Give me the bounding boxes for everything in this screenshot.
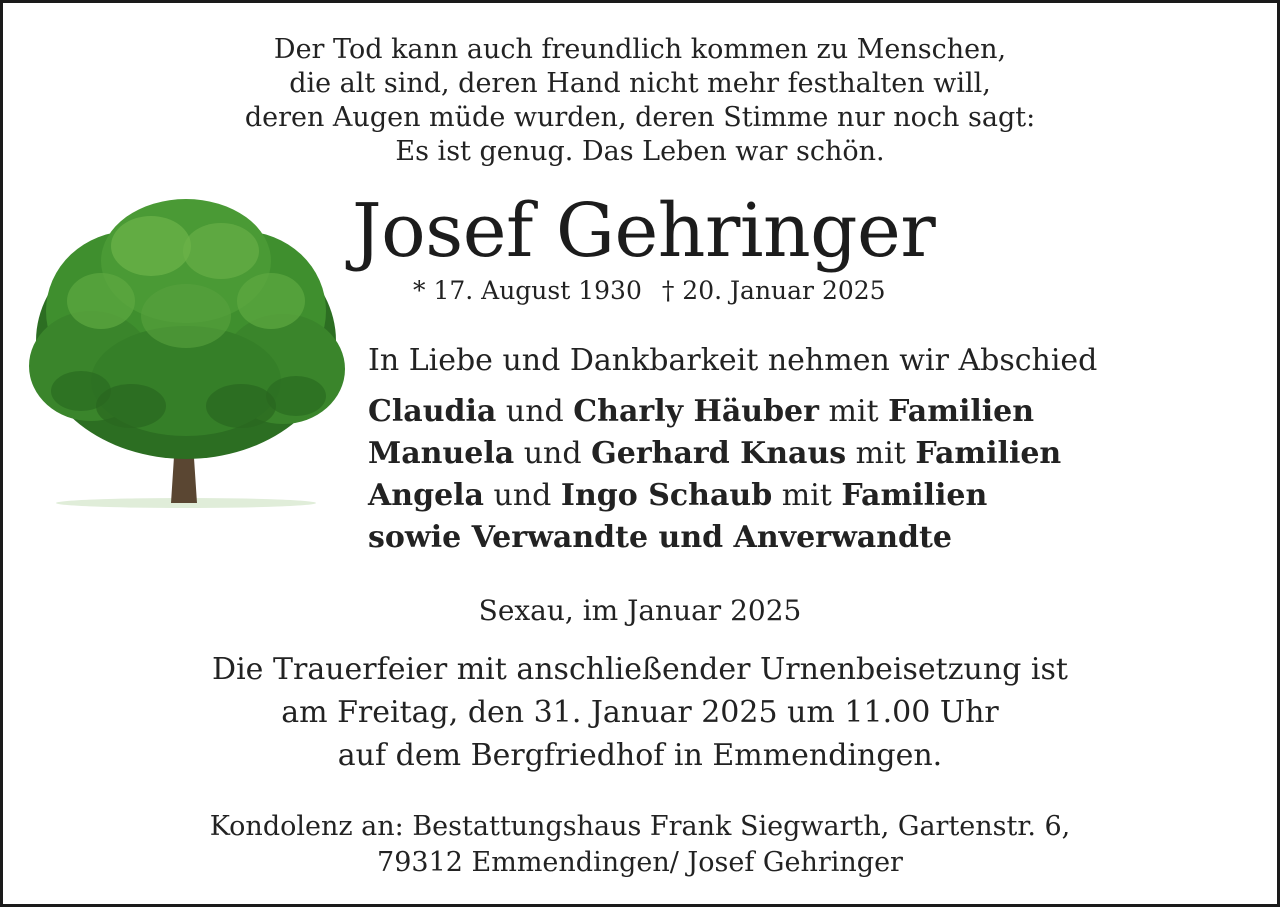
quote-line-4: Es ist genug. Das Leben war schön. [395,136,885,167]
ceremony-line-1: Die Trauerfeier mit anschließender Urnenbeisetzung ist [212,652,1068,687]
relatives-line: sowie Verwandte und Anverwandte [368,520,952,555]
family-connector: mit [772,478,842,513]
family-second-name: Ingo Schaub [560,478,773,513]
family-suffix: Familien [841,478,988,513]
family-first-name: Angela [368,478,484,513]
death-date: † 20. Januar 2025 [661,276,886,305]
deceased-name: Josef Gehringer [352,188,936,274]
family-line [368,434,1061,474]
oak-tree-icon [21,191,351,511]
birth-date: * 17. August 1930 [413,276,642,305]
family-suffix: Familien [915,436,1062,471]
condolence-line-1: Kondolenz an: Bestattungshaus Frank Siegwarth, Gartenstr. 6, [209,811,1071,842]
place-date: Sexau, im Januar 2025 [478,594,802,627]
family-line [368,392,1034,432]
condolence-line-2: 79312 Emmendingen/ Josef Gehringer [377,847,903,878]
family-connector: und [514,436,592,471]
family-connector: mit [818,394,889,429]
quote-line-3: deren Augen müde wurden, deren Stimme nur noch sagt: [244,102,1036,133]
family-first-name: Manuela [368,436,515,471]
family-second-name: Gerhard Knaus [591,436,847,471]
family-connector: mit [846,436,916,471]
ceremony-line-3: auf dem Bergfriedhof in Emmendingen. [337,738,943,773]
quote-line-1: Der Tod kann auch freundlich kommen zu Menschen, [273,34,1007,65]
family-suffix: Familien [888,394,1035,429]
family-first-name: Claudia [368,394,497,429]
farewell-line: In Liebe und Dankbarkeit nehmen wir Abschied [368,343,1098,378]
family-connector: und [484,478,561,513]
family-connector: und [496,394,574,429]
life-dates [413,275,906,307]
quote-line-2: die alt sind, deren Hand nicht mehr festhalten will, [289,68,991,99]
family-second-name: Charly Häuber [573,394,819,429]
ceremony-line-2: am Freitag, den 31. Januar 2025 um 11.00 Uhr [281,695,999,730]
family-line [368,476,987,516]
